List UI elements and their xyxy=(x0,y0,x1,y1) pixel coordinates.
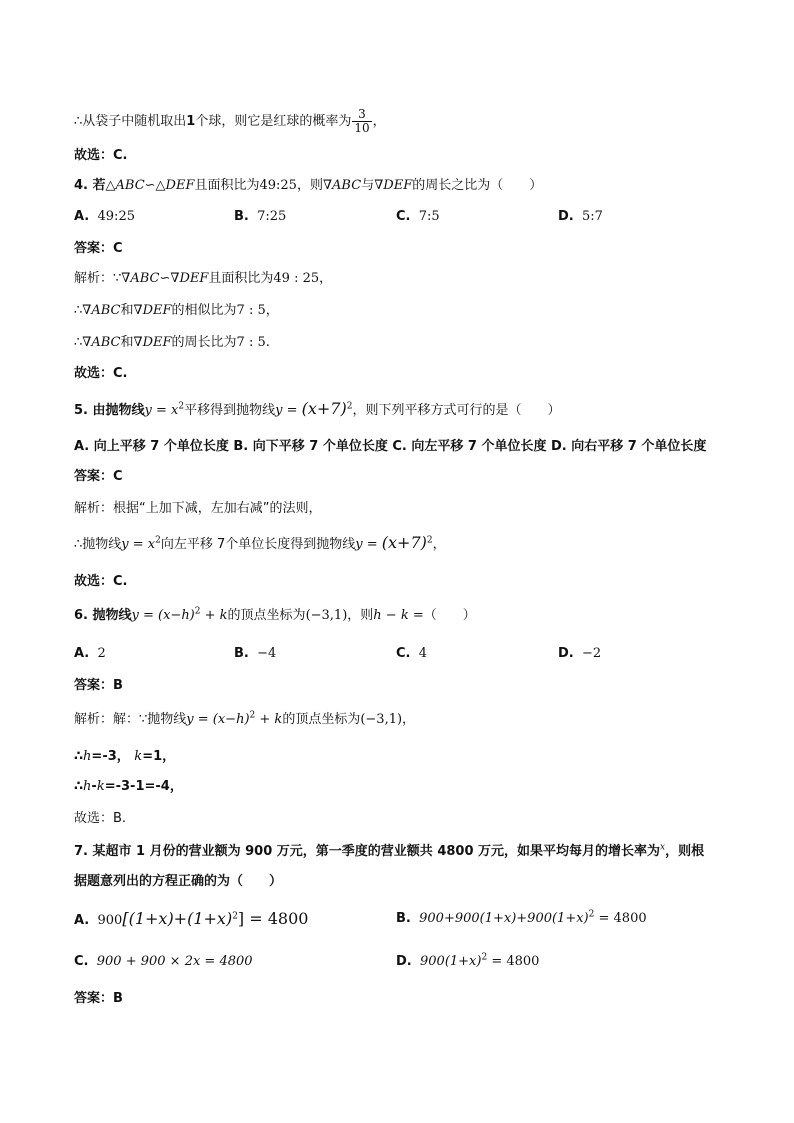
text: ∴从袋子中随机取出 xyxy=(74,114,187,129)
q6-option-a xyxy=(74,645,106,663)
q7-option-b xyxy=(396,910,647,928)
superscript: 2 xyxy=(249,710,256,721)
question-number: 6. 抛物线 xyxy=(74,608,132,623)
math: 900 + 900 × 2x = 4800 xyxy=(96,954,253,969)
option-label: B. xyxy=(234,209,249,224)
q6-option-d xyxy=(558,645,601,663)
choose-line: 故选：C. xyxy=(74,148,128,163)
text: 解析：∵ xyxy=(74,271,122,286)
text: 7. 某超市 1 月份的营业额为 900 万元，第一季度的营业额共 4800 万元，如果平均每月的增长率为 xyxy=(74,844,661,859)
option-label: A. xyxy=(74,646,90,661)
math: y = x xyxy=(121,537,156,552)
math: 900+900(1+x)+900(1+x) xyxy=(419,911,589,926)
question-number: 4. 若 xyxy=(74,178,106,193)
q7-option-c xyxy=(74,953,253,971)
text: 和 xyxy=(120,335,134,350)
math: y = xyxy=(275,403,298,418)
option-text: 7:25 xyxy=(257,209,287,224)
superscript: 2 xyxy=(426,535,433,546)
text: =-3-1=-4， xyxy=(104,779,183,794)
text: ∴ xyxy=(74,335,83,350)
option-label: D. xyxy=(558,646,574,661)
text: 的相似比为 xyxy=(171,303,237,318)
text: ∴抛物线 xyxy=(74,537,122,552)
option-label: C. xyxy=(396,646,411,661)
option-text: −4 xyxy=(257,646,277,661)
math: y = (x−h) xyxy=(131,608,195,623)
math: ∇DEF xyxy=(133,303,172,318)
q4-answer: 答案：C xyxy=(74,241,123,256)
superscript: 2 xyxy=(194,606,201,617)
math: 7 : 5 xyxy=(236,303,266,318)
q4-explanation-3 xyxy=(74,334,270,352)
q6-choose: 故选：B. xyxy=(74,811,127,826)
q7-answer: 答案：B xyxy=(74,991,123,1006)
q5-explanation-1: 解析：根据“上加下减，左加右减”的法则， xyxy=(74,501,322,516)
math: ] = 4800 xyxy=(237,909,309,928)
q4-option-c xyxy=(396,208,440,226)
math: 900(1+x) xyxy=(420,954,482,969)
math: k xyxy=(96,779,105,794)
superscript: 2 xyxy=(232,911,238,922)
math: = 4800 xyxy=(594,911,647,926)
question-7-line-1 xyxy=(74,843,704,861)
q7-option-a xyxy=(74,910,308,930)
math: △ABC∽△DEF xyxy=(105,178,195,193)
text: ∴ xyxy=(74,749,84,764)
option-label: A. xyxy=(74,209,90,224)
option-label: D. xyxy=(558,209,574,224)
math: ∇DEF xyxy=(133,335,172,350)
math: (−3,1) xyxy=(360,712,403,727)
math: + k xyxy=(255,712,283,727)
math: 900 xyxy=(97,913,123,928)
math: y = x xyxy=(144,403,179,418)
option-text: 7:5 xyxy=(418,209,440,224)
text: 且面积比为 xyxy=(208,271,274,286)
math: k xyxy=(134,749,143,764)
text: ∴ xyxy=(74,779,84,794)
q5-answer: 答案：C xyxy=(74,469,123,484)
q6-option-c xyxy=(396,645,427,663)
q5-choose: 故选：C. xyxy=(74,574,128,589)
option-text: 4 xyxy=(418,646,428,661)
question-4 xyxy=(74,177,542,195)
superscript: 2 xyxy=(481,952,488,963)
q6-explanation-1 xyxy=(74,711,415,729)
superscript: 2 xyxy=(346,401,353,412)
probability-conclusion xyxy=(74,108,386,135)
math: y = xyxy=(355,537,378,552)
q4-option-a xyxy=(74,208,135,226)
q4-explanation-1 xyxy=(74,270,332,288)
text: 平移得到抛物线 xyxy=(184,403,276,418)
text: 且面积比为 xyxy=(194,178,260,193)
text: ，则 xyxy=(296,178,323,193)
option-label: C. xyxy=(74,954,89,969)
question-6 xyxy=(74,607,476,625)
text: 个球，则它是红球的概率为 xyxy=(195,114,352,129)
text: 的周长之比为（ ） xyxy=(412,178,543,193)
math: ∇ABC xyxy=(82,335,121,350)
math: 7 : 5 xyxy=(236,335,266,350)
q6-explanation-2 xyxy=(74,748,175,766)
math: + k xyxy=(200,608,228,623)
q6-explanation-3 xyxy=(74,778,183,796)
q4-explanation-2 xyxy=(74,302,279,320)
superscript: 2 xyxy=(155,535,161,546)
math: h − k = xyxy=(373,608,424,623)
q6-answer: 答案：B xyxy=(74,678,123,693)
q4-option-b xyxy=(234,208,286,226)
text: 和 xyxy=(120,303,134,318)
text: - xyxy=(91,779,97,794)
question-number: 5. 由抛物线 xyxy=(74,403,145,418)
q5-options: A. 向上平移 7 个单位长度 B. 向下平移 7 个单位长度 C. 向左平移 7 个单位长度 D. 向右平移 7 个单位长度 xyxy=(74,439,707,454)
math: [(1+x)+(1+x) xyxy=(122,909,233,928)
option-text: 2 xyxy=(97,646,106,661)
math: ∇ABC∽∇DEF xyxy=(121,271,209,286)
math: ∇DEF xyxy=(374,178,413,193)
question-7-line-2: 据题意列出的方程正确的为（ ） xyxy=(74,874,283,889)
q4-choose: 故选：C. xyxy=(74,366,128,381)
math: (x+7) xyxy=(381,533,427,552)
fraction-numerator: 3 xyxy=(352,108,371,122)
text: =-3， xyxy=(91,749,130,764)
superscript: 2 xyxy=(178,401,185,412)
option-text: 49:25 xyxy=(97,209,135,224)
fraction-denominator: 10 xyxy=(354,121,370,135)
math: 49:25 xyxy=(259,178,297,193)
option-label: C. xyxy=(396,209,411,224)
math: = 4800 xyxy=(487,954,540,969)
math: ∇ABC xyxy=(82,303,121,318)
text: ， xyxy=(432,537,446,552)
math: (−3,1) xyxy=(305,608,348,623)
variable: x xyxy=(660,842,666,853)
option-label: B. xyxy=(396,911,411,926)
text: ， xyxy=(319,271,333,286)
text: ， xyxy=(265,303,279,318)
math: h xyxy=(83,749,92,764)
math: h xyxy=(83,779,92,794)
option-label: D. xyxy=(396,954,412,969)
q4-option-d xyxy=(558,208,603,226)
text: 的顶点坐标为 xyxy=(282,712,361,727)
text: =1， xyxy=(142,749,176,764)
math: 49 : 25 xyxy=(273,271,320,286)
text-number: 1 xyxy=(186,114,196,129)
text: ∴ xyxy=(74,303,83,318)
superscript: 2 xyxy=(588,909,595,920)
math: ∇ABC xyxy=(322,178,362,193)
q7-option-d xyxy=(396,953,539,971)
text: ，则根 xyxy=(665,844,705,859)
math: y = (x−h) xyxy=(186,712,250,727)
option-label: A. xyxy=(74,913,90,928)
fraction xyxy=(352,108,371,135)
text: ，则 xyxy=(347,608,374,623)
text: 与 xyxy=(361,178,375,193)
text: 向左平移 7个单位长度得到抛物线 xyxy=(160,537,356,552)
text: 解析：解：∵抛物线 xyxy=(74,712,187,727)
text: （ ） xyxy=(423,608,476,623)
option-label: B. xyxy=(234,646,249,661)
math: (x+7) xyxy=(301,399,347,418)
text: . xyxy=(265,335,270,350)
q5-explanation-2 xyxy=(74,534,446,554)
q6-option-b xyxy=(234,645,276,663)
text: ， xyxy=(402,712,416,727)
option-text: 5:7 xyxy=(582,209,603,224)
text: ， xyxy=(372,114,386,129)
text: 的顶点坐标为 xyxy=(227,608,306,623)
option-text: −2 xyxy=(582,646,602,661)
question-5 xyxy=(74,400,560,420)
text: ，则下列平移方式可行的是（ ） xyxy=(352,403,561,418)
text: 的周长比为 xyxy=(171,335,237,350)
